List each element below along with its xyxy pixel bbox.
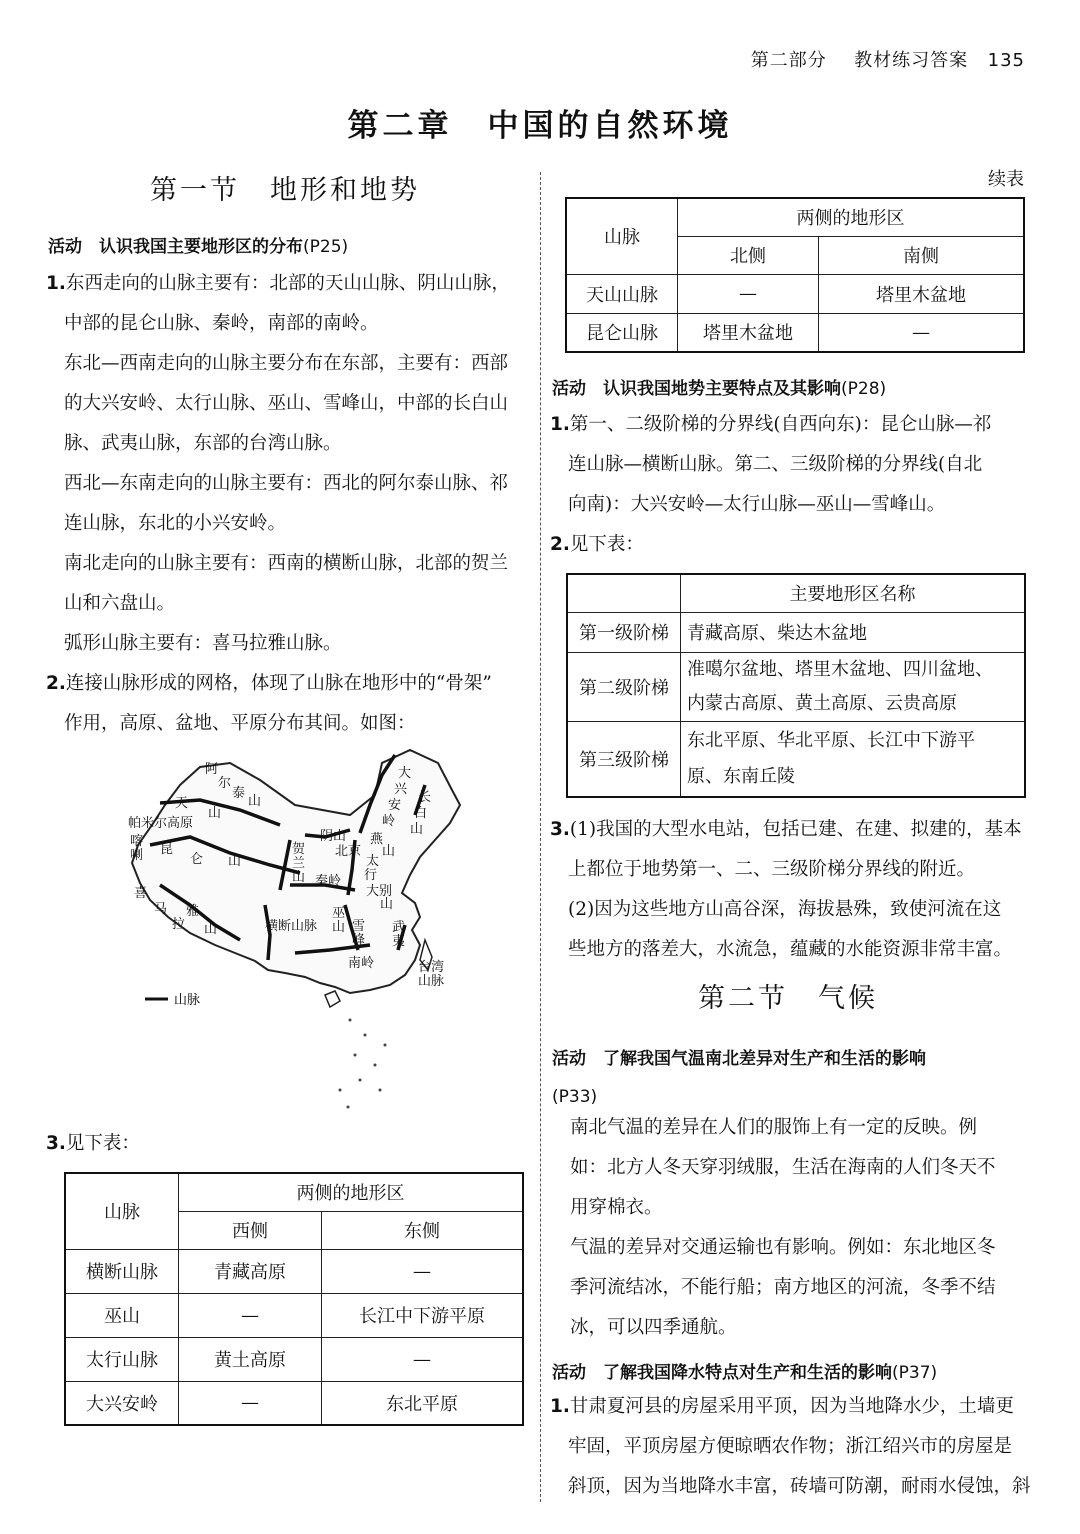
- svg-text:阴山: 阴山: [320, 829, 347, 844]
- table-row: 第二级阶梯 准噶尔盆地、塔里木盆地、四川盆地、 内蒙古高原、黄土高原、云贵高原: [567, 652, 1025, 721]
- south-sea-islands: [339, 1019, 387, 1109]
- table-row: 第一级阶梯 青藏高原、柴达木盆地: [567, 612, 1025, 652]
- continued-label: 续表: [988, 169, 1024, 190]
- activity1-body: 1.东西走向的山脉主要有：北部的天山山脉、阴山山脉， 中部的昆仑山脉、秦岭，南部的南岭。 东北—西南走向的山脉主要分布在东部，主要有：西部 的大兴安岭、太行山脉、巫山、雪峰山，中部的长白山 脉、武夷山脉，东部的台湾山脉。 西北—东南走向的山脉主要有：西北的阿尔泰山脉、祁 连山脉，东北的小兴安岭。 南北走向的山脉主要有：西南的横断山脉，北部的贺兰 山和六盘山。 弧形山脉主要有：喜马拉雅山脉。 2.连接山脉形成的网格，体现了山脉在地形中的“骨架” 作用，高原、盆地、平原分布其间。如图：: [46, 273, 510, 734]
- svg-text:山: 山: [332, 920, 346, 935]
- svg-text:山: 山: [208, 806, 222, 821]
- table-row: 太行山脉 黄土高原 —: [65, 1337, 523, 1381]
- svg-text:喀: 喀: [130, 834, 144, 849]
- svg-text:北京: 北京: [335, 844, 362, 859]
- svg-text:安: 安: [388, 798, 402, 813]
- svg-text:岭: 岭: [382, 814, 396, 829]
- svg-text:雪: 雪: [352, 919, 366, 934]
- svg-text:山: 山: [382, 844, 396, 859]
- activity1-heading: 活动 认识我国主要地形区的分布(P25): [48, 237, 349, 257]
- climate-activity1-heading: 活动 了解我国气温南北差异对生产和生活的影响 (P33): [552, 1049, 926, 1107]
- header-book: 教材练习答案: [854, 50, 969, 71]
- svg-text:武: 武: [392, 920, 406, 935]
- table-row: 第三级阶梯 东北平原、华北平原、长江中下游平 原、东南丘陵: [567, 721, 1025, 797]
- svg-text:大别: 大别: [366, 884, 393, 899]
- table-row: 昆仑山脉 塔里木盆地 —: [566, 313, 1024, 352]
- svg-text:山: 山: [292, 870, 306, 885]
- svg-text:喇: 喇: [130, 848, 144, 863]
- svg-text:贺: 贺: [292, 842, 306, 857]
- table-row: 大兴安岭 — 东北平原: [65, 1381, 523, 1425]
- mountain-map: [120, 745, 470, 1120]
- svg-text:白: 白: [414, 806, 428, 821]
- item3-intro: 3.见下表：: [46, 1133, 140, 1154]
- svg-text:山: 山: [380, 897, 394, 912]
- svg-text:帕米尔高原: 帕米尔高原: [128, 816, 194, 831]
- svg-text:山: 山: [228, 854, 242, 869]
- page-header: [751, 46, 1025, 72]
- svg-text:南岭: 南岭: [348, 956, 375, 971]
- svg-text:昆: 昆: [160, 842, 174, 857]
- svg-text:喜: 喜: [134, 886, 148, 901]
- climate-activity2-heading: 活动 了解我国降水特点对生产和生活的影响(P37): [552, 1363, 938, 1383]
- svg-text:兴: 兴: [394, 782, 408, 797]
- svg-text:台湾: 台湾: [418, 960, 445, 975]
- svg-text:山脉: 山脉: [418, 974, 445, 989]
- chapter-title: 第二章 中国的自然环境: [347, 108, 733, 144]
- svg-text:巫: 巫: [332, 906, 346, 921]
- section2-title: 第二节 气候: [698, 983, 878, 1014]
- svg-text:山: 山: [248, 794, 262, 809]
- svg-text:雅: 雅: [186, 904, 200, 919]
- activity2-body: 1.第一、二级阶梯的分界线(自西向东)：昆仑山脉—祁 连山脉—横断山脉。第二、三级阶梯的分界线(自北 向南)：大兴安岭—太行山脉—巫山—雪峰山。 2.见下表：: [550, 414, 992, 555]
- svg-text:长: 长: [418, 790, 432, 805]
- svg-text:拉: 拉: [172, 917, 186, 932]
- page-number: 135: [987, 50, 1025, 71]
- header-part: 第二部分: [750, 50, 827, 71]
- svg-text:阿: 阿: [205, 762, 219, 777]
- svg-text:兰: 兰: [292, 856, 306, 871]
- table-row: 天山山脉 — 塔里木盆地: [566, 274, 1024, 313]
- svg-text:马: 马: [154, 902, 168, 917]
- svg-text:横断山脉: 横断山脉: [265, 919, 318, 934]
- svg-text:山: 山: [204, 922, 218, 937]
- svg-text:尔: 尔: [218, 776, 232, 791]
- table-row: 横断山脉 青藏高原 —: [65, 1249, 523, 1293]
- mountain-table-2: 山脉 两侧的地形区 北侧 南侧 天山山脉 — 塔里木盆地 昆仑山脉 塔里木盆地 —: [565, 197, 1025, 353]
- svg-text:太: 太: [366, 854, 380, 869]
- steps-table: 主要地形区名称 第一级阶梯 青藏高原、柴达木盆地 第二级阶梯 准噶尔盆地、塔里木盆地、四川盆地、 内蒙古高原、黄土高原、云贵高原 第三级阶梯 东北平原、华北平原、长江中下游平 原、东南丘陵: [566, 573, 1026, 798]
- svg-text:天: 天: [175, 796, 189, 811]
- svg-text:峰: 峰: [352, 933, 366, 948]
- climate-activity1-body: 南北气温的差异在人们的服饰上有一定的反映。例 如：北方人冬天穿羽绒服，生活在海南的人们冬天不 用穿棉衣。 气温的差异对交通运输也有影响。例如：东北地区冬 季河流结冰，不能行船；南方地区的河流，冬季不结 冰，可以四季通航。: [570, 1117, 996, 1338]
- svg-text:泰: 泰: [232, 786, 246, 801]
- svg-text:燕: 燕: [370, 832, 384, 847]
- mountain-table-1: 山脉 两侧的地形区 西侧 东侧 横断山脉 青藏高原 — 巫山 — 长江中下游平原 太行山脉 黄土高原 — 大兴安岭 — 东北平原: [64, 1172, 524, 1426]
- table-row: 巫山 — 长江中下游平原: [65, 1293, 523, 1337]
- svg-text:夷: 夷: [392, 934, 406, 949]
- legend-label: 山脉: [174, 993, 201, 1008]
- svg-text:行: 行: [364, 868, 378, 883]
- column-divider: [540, 172, 541, 1502]
- activity2-heading: 活动 认识我国地势主要特点及其影响(P28): [552, 379, 887, 399]
- svg-text:大: 大: [398, 766, 412, 781]
- section1-title: 第一节 地形和地势: [150, 175, 420, 206]
- svg-text:山: 山: [410, 822, 424, 837]
- hainan-outline: [325, 991, 340, 1007]
- svg-text:秦岭: 秦岭: [315, 874, 342, 889]
- svg-text:仑: 仑: [190, 852, 204, 867]
- climate-activity2-body: 1.甘肃夏河县的房屋采用平顶，因为当地降水少，土墙更 牢固，平顶房屋方便晾晒农作物；浙江绍兴市的房屋是 斜顶，因为当地降水丰富，砖墙可防潮，耐雨水侵蚀，斜: [550, 1396, 1031, 1497]
- item3-body: 3.(1)我国的大型水电站，包括已建、在建、拟建的，基本 上都位于地势第一、二、三级阶梯分界线的附近。 (2)因为这些地方山高谷深，海拔悬殊，致使河流在这 些地方的落差大，水流急，蕴藏的水能资源非常丰富。: [550, 819, 1022, 960]
